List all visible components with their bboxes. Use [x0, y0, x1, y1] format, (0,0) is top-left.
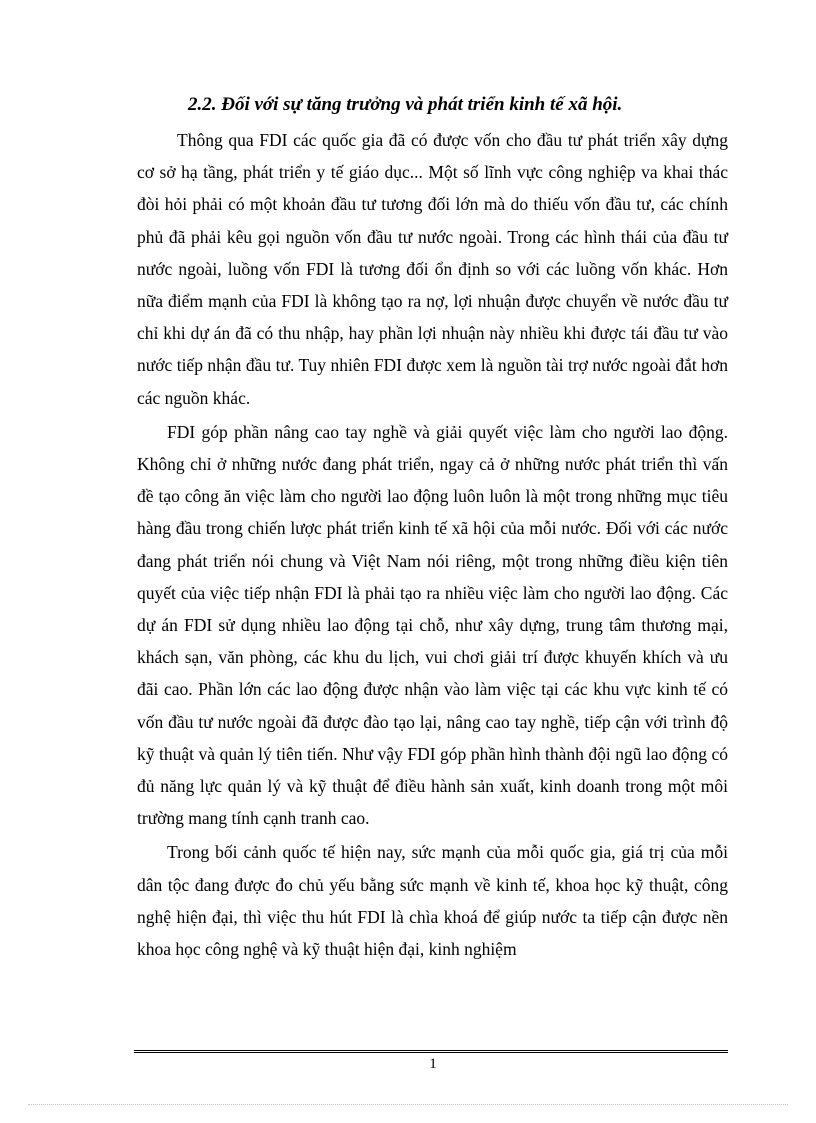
page-number: 1	[429, 1056, 437, 1072]
paragraph-1: Thông qua FDI các quốc gia đã có được vốn cho đầu tư phát triển xây dựng cơ sở hạ tầng, phát triển y tế giáo dục... Một số lĩnh vực công nghiệp va khai thác đòi hỏi phải có một khoản đầu tư tương đối lớn mà do thiếu vốn đầu tư, các chính phủ đã phải kêu gọi nguồn vốn đầu tư nước ngoài. Trong các hình thái của đầu tư nước ngoài, luồng vốn FDI là tương đối ổn định so với các luồng vốn khác. Hơn nữa điểm mạnh của FDI là không tạo ra nợ, lợi nhuận được chuyển về nước đầu tư chỉ khi dự án đã có thu nhập, hay phần lợi nhuận này nhiều khi được tái đầu tư vào nước tiếp nhận đầu tư. Tuy nhiên FDI được xem là nguồn tài trợ nước ngoài đắt hơn các nguồn khác.	[137, 130, 728, 408]
paragraph-3: Trong bối cảnh quốc tế hiện nay, sức mạnh của mỗi quốc gia, giá trị của mỗi dân tộc đang được đo chủ yếu bằng sức mạnh về kinh tế, khoa học kỹ thuật, công nghệ hiện đại, thì việc thu hút FDI là chìa khoá để giúp nước ta tiếp cận được nền khoa học công nghệ và kỹ thuật hiện đại, kinh nghiệm	[137, 842, 728, 960]
body-text	[137, 124, 728, 967]
page-bottom-edge	[28, 1104, 788, 1105]
section-heading: 2.2. Đối với sự tăng trưởng và phát triển kinh tế xã hội.	[188, 94, 623, 115]
paragraph-2: FDI góp phần nâng cao tay nghề và giải quyết việc làm cho người lao động. Không chỉ ở những nước đang phát triển, ngay cả ở những nước phát triển thì vấn đề tạo công ăn việc làm cho người lao động luôn luôn là một trong những mục tiêu hàng đầu trong chiến lược phát triển kinh tế xã hội của mỗi nước. Đối với các nước đang phát triển nói chung và Việt Nam nói riêng, một trong những điều kiện tiên quyết của việc tiếp nhận FDI là phải tạo ra nhiều việc làm cho người lao động. Các dự án FDI sử dụng nhiều lao động tại chỗ, như xây dựng, trung tâm thương mại, khách sạn, văn phòng, các khu du lịch, vui chơi giải trí được khuyến khích và ưu đãi cao. Phần lớn các lao động được nhận vào làm việc tại các khu vực kinh tế có vốn đầu tư nước ngoài đã được đào tạo lại, nâng cao tay nghề, tiếp cận với trình độ kỹ thuật và quản lý tiên tiến. Như vậy FDI góp phần hình thành đội ngũ lao động có đủ năng lực quản lý và kỹ thuật để điều hành sản xuất, kinh doanh trong một môi trường mang tính cạnh tranh cao.	[137, 421, 728, 829]
